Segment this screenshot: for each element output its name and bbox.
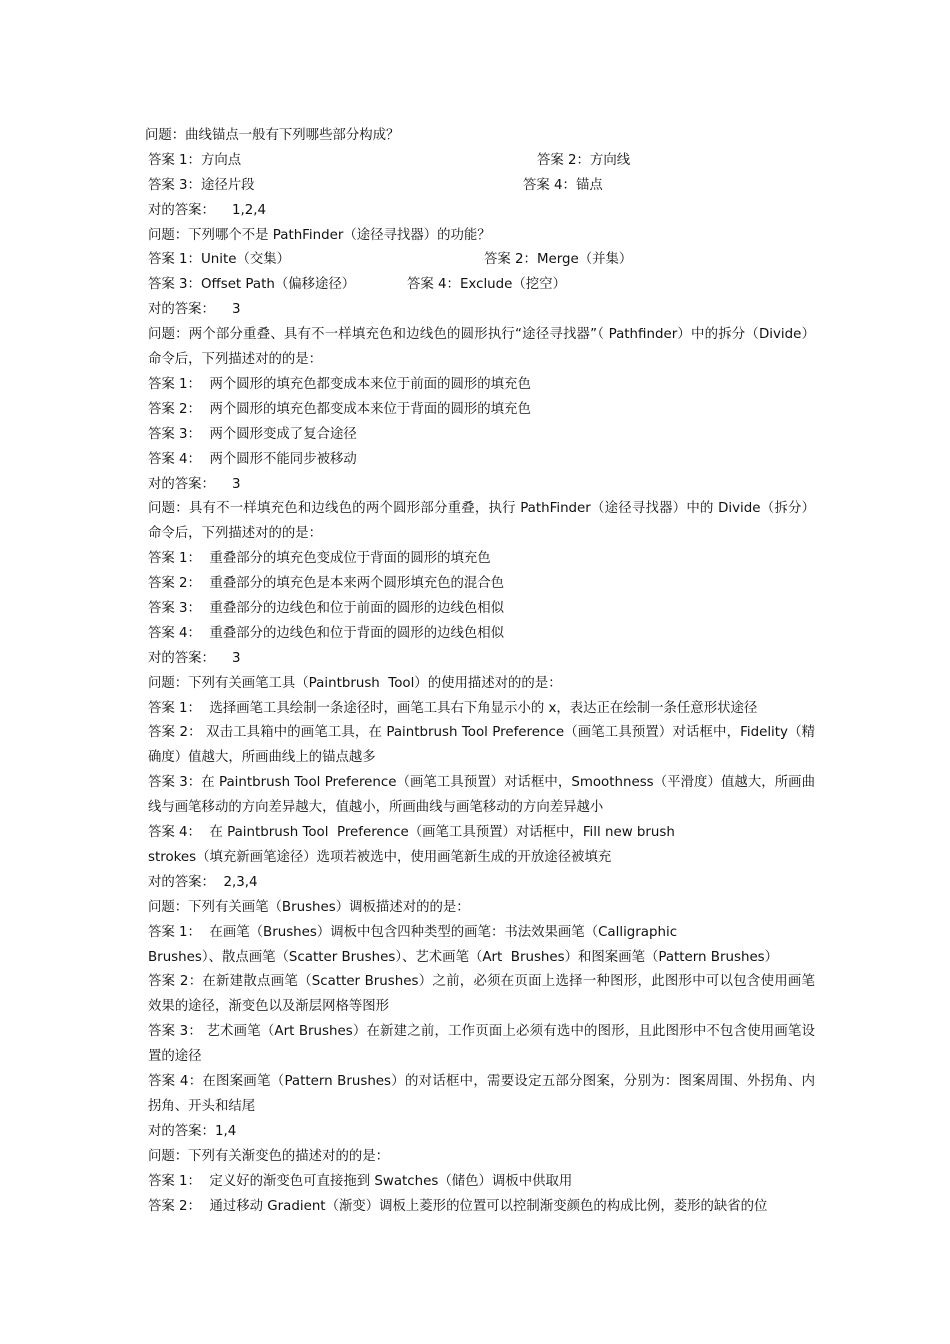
answer-option: 答案 4： 两个圆形不能同步被移动 <box>148 451 357 467</box>
answer-option: 答案 4：锚点 <box>523 177 603 193</box>
answer-row-3-4 <box>145 273 815 298</box>
answer-option: 答案 3： 重叠部分的边线色和位于前面的圆形的边线色相似 <box>148 600 505 616</box>
answer-option: 答案 2：方向线 <box>537 152 631 168</box>
answer-option: 答案 2：Merge（并集） <box>484 252 633 268</box>
correct-answer: 对的答案： 1,2,4 <box>148 202 267 218</box>
answer-option: 答案 1： 两个圆形的填充色都变成本来位于前面的圆形的填充色 <box>148 376 531 392</box>
question-4: 问题：具有不一样填充色和边线色的两个圆形部分重叠，执行 PathFinder（途径寻找器）中的 Divide（拆分）命令后，下列描述对的的是： <box>148 501 815 542</box>
answer-option: 答案 3：Offset Path（偏移途径） <box>148 277 356 293</box>
answer-option: 答案 1：Unite（交集） <box>148 252 291 268</box>
question-6: 问题：下列有关画笔（Brushes）调板描述对的的是： <box>148 899 470 915</box>
question-5: 问题：下列有关画笔工具（Paintbrush Tool）的使用描述对的的是： <box>148 675 562 691</box>
answer-option-continued: Brushes）、散点画笔（Scatter Brushes）、艺术画笔（Art Brushes）和图案画笔（Pattern Brushes） <box>148 949 779 965</box>
answer-option: 答案 1： 重叠部分的填充色变成位于背面的圆形的填充色 <box>148 551 491 567</box>
answer-option-continued: strokes（填充新画笔途径）选项若被选中，使用画笔新生成的开放途径被填充 <box>148 849 612 865</box>
document-body <box>145 124 815 1219</box>
answer-option: 答案 3：途径片段 <box>148 177 255 193</box>
answer-option: 答案 2： 双击工具箱中的画笔工具，在 Paintbrush Tool Preference（画笔工具预置）对话框中，Fidelity（精确度）值越大，所画曲线上的锚点越多 <box>148 725 815 766</box>
answer-option: 答案 1： 选择画笔工具绘制一条途径时，画笔工具右下角显示小的 x，表达正在绘制一条任意形状途径 <box>148 700 758 716</box>
answer-option: 答案 1： 在画笔（Brushes）调板中包含四种类型的画笔：书法效果画笔（Calligraphic <box>148 924 678 940</box>
answer-row-1-2 <box>145 248 815 273</box>
answer-option: 答案 3： 两个圆形变成了复合途径 <box>148 426 357 442</box>
answer-option: 答案 4：Exclude（挖空） <box>407 277 566 293</box>
correct-answer: 对的答案： 3 <box>148 476 241 492</box>
answer-row-3-4 <box>145 174 815 199</box>
correct-answer: 对的答案： 3 <box>148 302 241 318</box>
answer-option: 答案 1：方向点 <box>148 152 242 168</box>
answer-option: 答案 1： 定义好的渐变色可直接拖到 Swatches（储色）调板中供取用 <box>148 1173 573 1189</box>
answer-option: 答案 2：在新建散点画笔（Scatter Brushes）之前，必须在页面上选择一种图形，此图形中可以包含使用画笔效果的途径，渐变色以及渐层网格等图形 <box>148 974 815 1015</box>
answer-option: 答案 2： 两个圆形的填充色都变成本来位于背面的圆形的填充色 <box>148 401 531 417</box>
correct-answer: 对的答案： 3 <box>148 650 241 666</box>
answer-option: 答案 4： 重叠部分的边线色和位于背面的圆形的边线色相似 <box>148 625 505 641</box>
question-2: 问题：下列哪个不是 PathFinder（途径寻找器）的功能？ <box>148 227 491 243</box>
correct-answer: 对的答案：1,4 <box>148 1123 237 1139</box>
answer-option: 答案 2： 重叠部分的填充色是本来两个圆形填充色的混合色 <box>148 576 505 592</box>
question-3: 问题：两个部分重叠、具有不一样填充色和边线色的圆形执行“途径寻找器”（ Pathfinder）中的拆分（Divide）命令后，下列描述对的的是： <box>148 327 815 368</box>
correct-answer: 对的答案： 2,3,4 <box>148 874 258 890</box>
answer-option: 答案 3：在 Paintbrush Tool Preference（画笔工具预置）对话框中，Smoothness（平滑度）值越大，所画曲线与画笔移动的方向差异越大，值越小，所画曲线与画笔移动的方向差异越小 <box>148 775 815 816</box>
answer-option: 答案 3： 艺术画笔（Art Brushes）在新建之前，工作页面上必须有选中的图形，且此图形中不包含使用画笔设置的途径 <box>148 1024 815 1065</box>
question-7: 问题：下列有关渐变色的描述对的的是： <box>148 1148 390 1164</box>
answer-option: 答案 2： 通过移动 Gradient（渐变）调板上菱形的位置可以控制渐变颜色的构成比例，菱形的缺省的位 <box>148 1198 768 1214</box>
answer-row-1-2 <box>145 149 815 174</box>
answer-option: 答案 4：在图案画笔（Pattern Brushes）的对话框中，需要设定五部分图案，分别为：图案周围、外拐角、内拐角、开头和结尾 <box>148 1074 815 1114</box>
answer-option: 答案 4： 在 Paintbrush Tool Preference（画笔工具预置）对话框中，Fill new brush <box>148 825 675 841</box>
question-1: 问题：曲线锚点一般有下列哪些部分构成？ <box>145 128 400 143</box>
